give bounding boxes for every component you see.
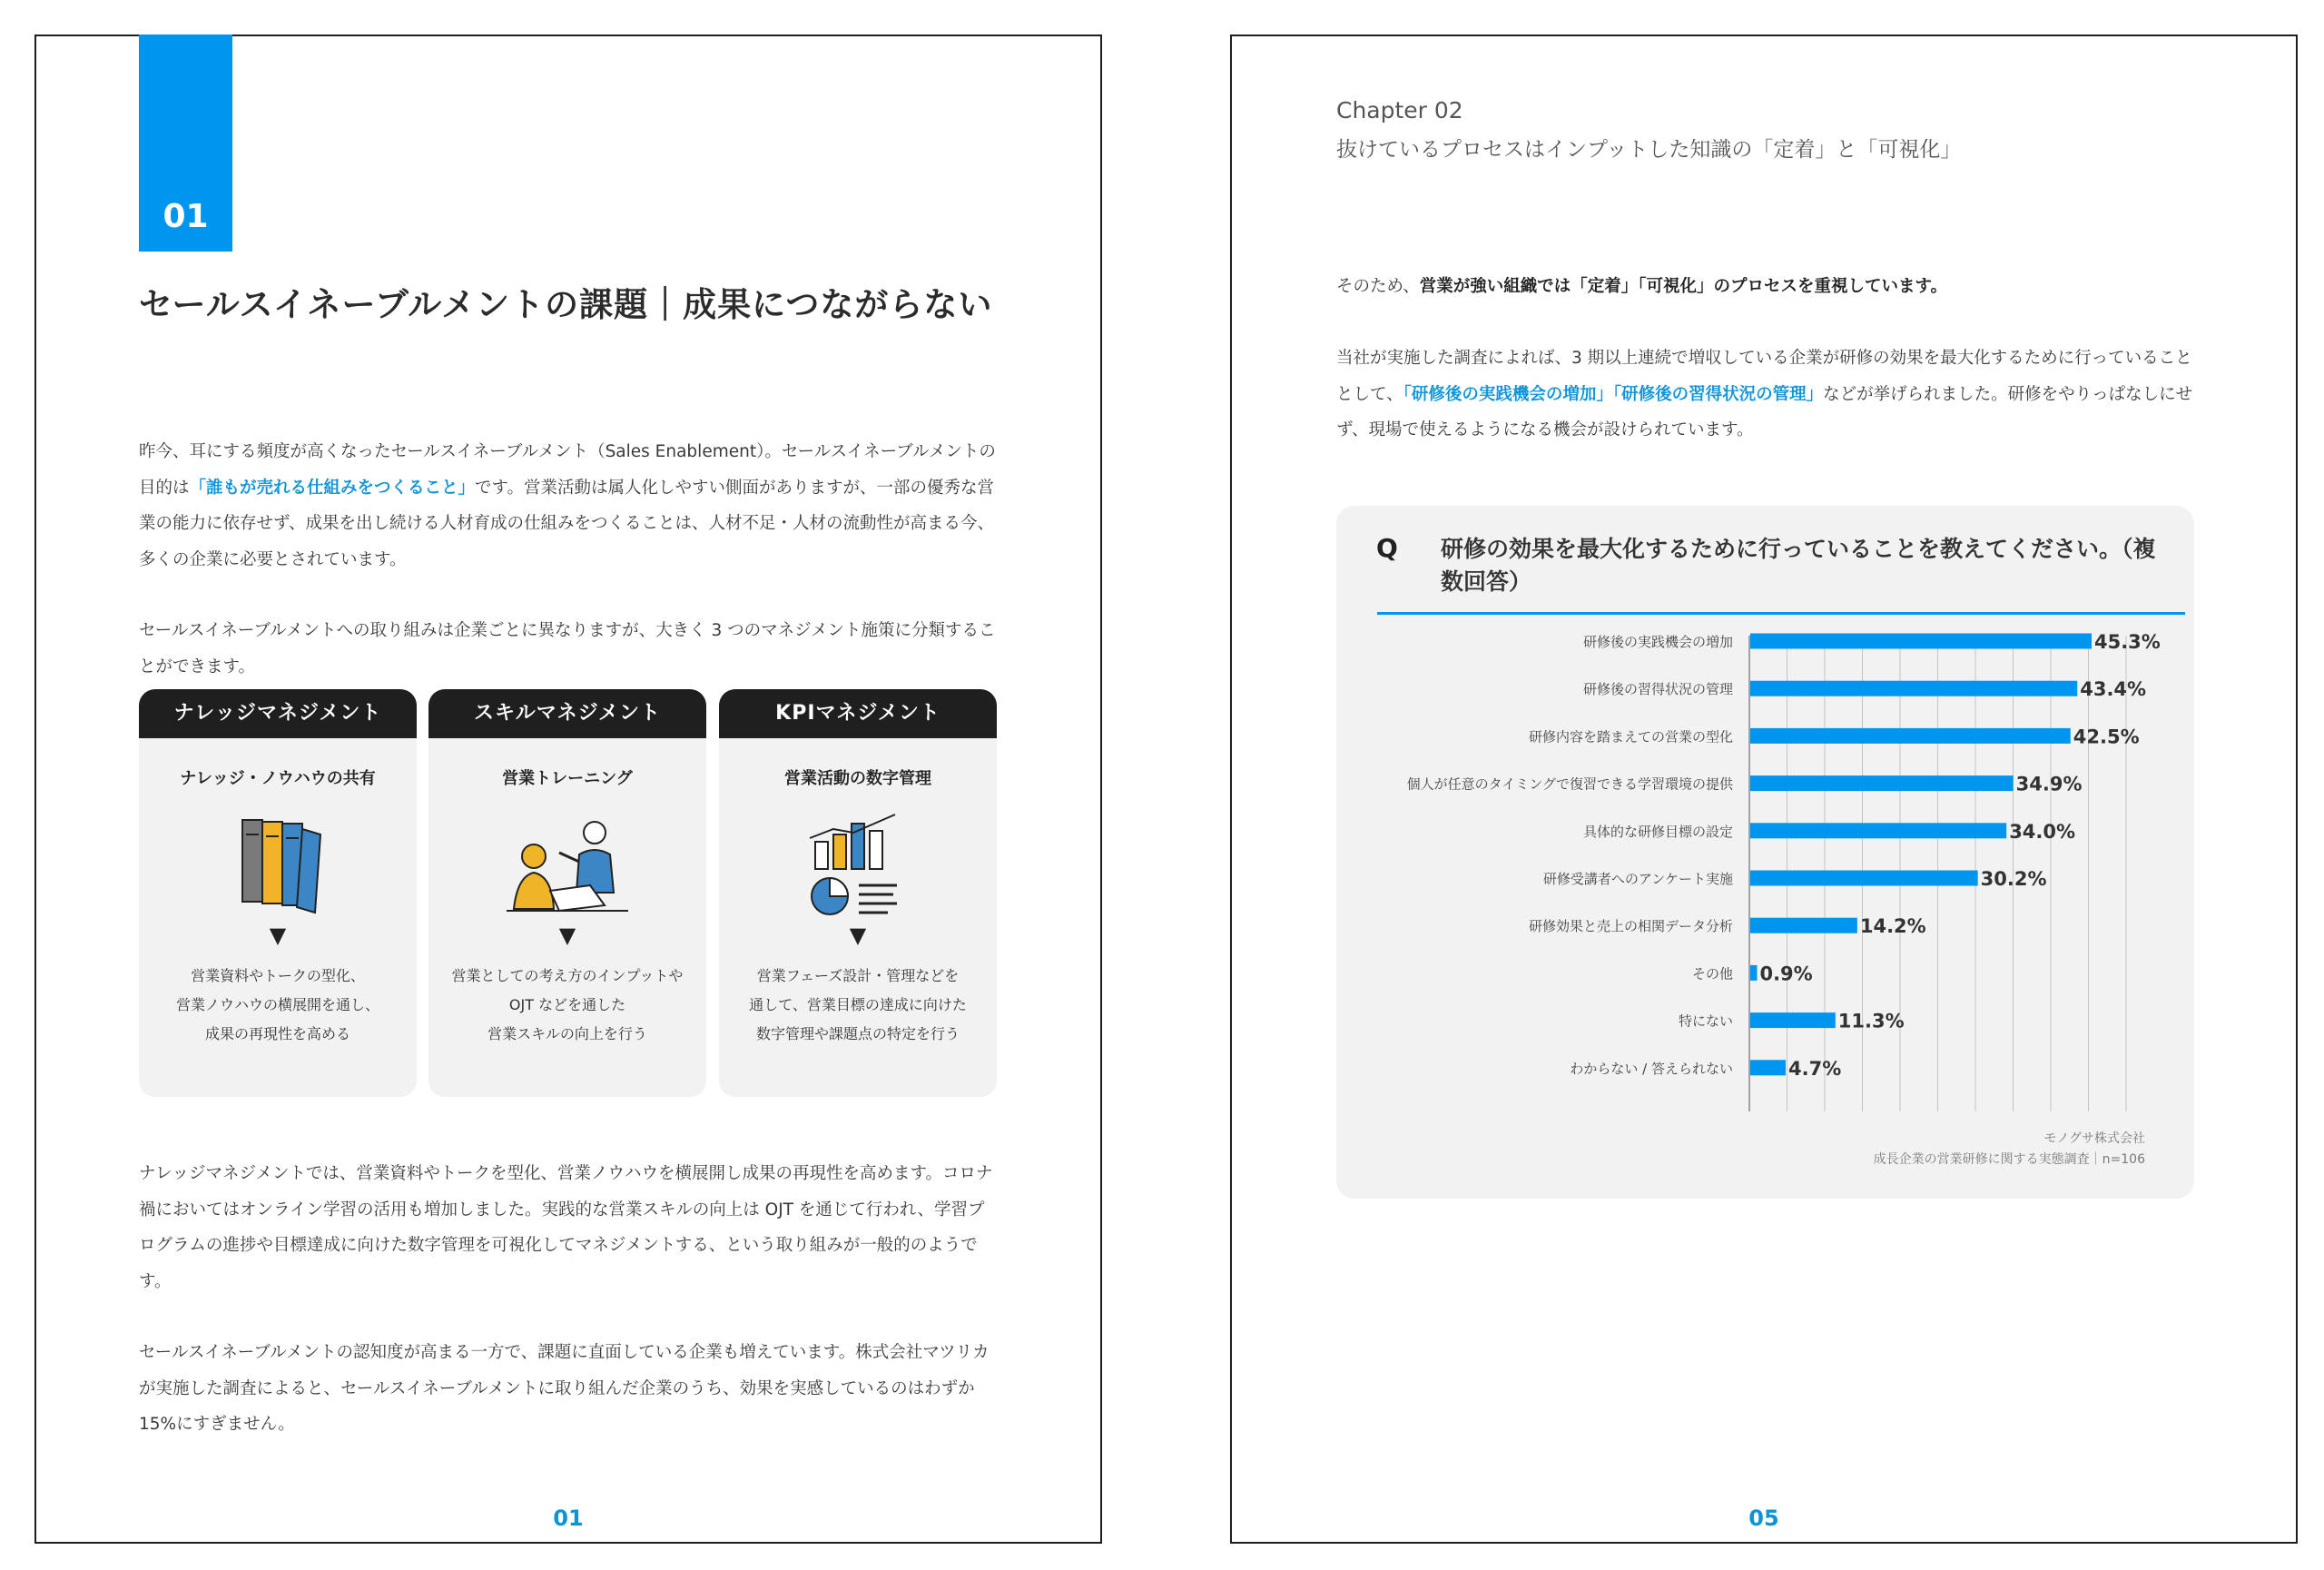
card-knowledge-management — [139, 689, 417, 1097]
category-label: 個人が任意のタイミングで復習できる学習環境の提供 — [1406, 775, 1733, 793]
card-skill-management — [428, 689, 706, 1097]
card-title: ナレッジマネジメント — [139, 689, 417, 738]
bar — [1750, 728, 2071, 744]
intro-text-pre: 昨今、耳にする頻度が高くなったセールスイネーブルメント（Sales Enablement）。セールスイネーブルメントの目的は — [139, 442, 996, 498]
category-label: 研修後の習得状況の管理 — [1582, 681, 1733, 698]
survey-panel — [1336, 506, 2194, 1199]
card-description — [139, 962, 417, 1049]
strong-org-paragraph — [1336, 269, 2194, 305]
management-cards — [139, 689, 997, 1097]
value-label: 45.3% — [2093, 631, 2161, 653]
category-label: その他 — [1691, 965, 1733, 982]
survey-question: 研修の効果を最大化するために行っていることを教えてください。（複数回答） — [1441, 536, 2156, 595]
card-title: スキルマネジメント — [428, 689, 706, 738]
card-kpi-management — [719, 689, 997, 1097]
strong-org-bold: 営業が強い組織では「定着」「可視化」のプロセスを重視しています。 — [1419, 277, 1948, 296]
chapter-label: Chapter 02 — [1336, 97, 1463, 123]
card-subtitle: 営業活動の数字管理 — [784, 769, 931, 788]
category-label: わからない / 答えられない — [1570, 1060, 1733, 1077]
survey-intro-post: などが挙げられました。研修をやりっぱなしにせず、現場で使えるようになる機会が設けられています。 — [1336, 384, 2193, 439]
left-page — [34, 35, 1102, 1544]
survey-intro-paragraph — [1336, 341, 2194, 449]
chapter-title: 抜けているプロセスはインプットした知識の「定着」と「可視化」 — [1336, 138, 1962, 162]
card-desc-line: 営業スキルの向上を行う — [487, 1025, 647, 1042]
bar — [1750, 634, 2092, 649]
category-label: 具体的な研修目標の設定 — [1582, 823, 1733, 840]
category-label: 研修効果と売上の相関データ分析 — [1528, 918, 1733, 935]
section-heading: セールスイネーブルメントの課題｜成果につながらない — [139, 285, 993, 324]
card-desc-line: 営業フェーズ設計・管理などを — [756, 967, 960, 984]
right-page — [1230, 35, 2298, 1544]
card-desc-line: 営業ノウハウの横展開を通し、 — [175, 996, 379, 1013]
source-company: モノグサ株式会社 — [2043, 1131, 2145, 1146]
survey-intro-pre: 当社が実施した調査によれば、3 期以上連続で増収している企業が研修の効果を最大化するために行っていることとして、 — [1336, 349, 2192, 404]
down-arrow-icon: ▼ — [558, 923, 576, 948]
bar — [1750, 965, 1757, 981]
category-label: 研修内容を踏まえての営業の型化 — [1528, 728, 1733, 746]
bar — [1750, 775, 2014, 791]
training-icon — [499, 811, 635, 920]
value-label: 34.9% — [2015, 773, 2083, 795]
card-desc-line: 成果の再現性を高める — [204, 1025, 350, 1042]
category-label: 研修後の実践機会の増加 — [1582, 634, 1733, 650]
analytics-icon — [790, 811, 926, 920]
card-desc-line: 数字管理や課題点の特定を行う — [755, 1025, 960, 1042]
bar — [1750, 1060, 1786, 1075]
category-label: 研修受講者へのアンケート実施 — [1542, 871, 1733, 887]
card-description — [428, 962, 706, 1049]
value-label: 42.5% — [2073, 726, 2140, 748]
value-label: 14.2% — [1859, 915, 1926, 938]
bar — [1750, 871, 1978, 886]
value-label: 43.4% — [2080, 678, 2147, 701]
question-mark-label: Q — [1376, 533, 1398, 563]
page-number: 05 — [1748, 1506, 1779, 1531]
value-label: 11.3% — [1837, 1010, 1905, 1032]
knowledge-paragraph: ナレッジマネジメントでは、営業資料やトークを型化、営業ノウハウを横展開し成果の再現性を高めます。コロナ禍においてはオンライン学習の活用も増加しました。実践的な営業スキルの向上は OJT を通じて行われ、学習プログラムの進捗や目標達成に向けた数字管理を可視化してマネジメントする、という取り組みが一般的のようです。 — [139, 1164, 993, 1291]
card-desc-line: 通して、営業目標の達成に向けた — [749, 996, 967, 1013]
strong-org-pre: そのため、 — [1336, 277, 1420, 296]
down-arrow-icon: ▼ — [849, 923, 867, 948]
value-label: 0.9% — [1759, 963, 1813, 985]
value-label: 30.2% — [1980, 868, 2047, 890]
down-arrow-icon: ▼ — [269, 923, 287, 948]
intro-paragraph — [139, 434, 997, 578]
survey-bar-chart — [1336, 506, 2194, 1141]
chapter-number: 01 — [162, 198, 209, 235]
page-number: 01 — [553, 1506, 584, 1531]
bar — [1750, 1012, 1836, 1028]
card-description — [719, 962, 997, 1049]
value-label: 4.7% — [1788, 1057, 1842, 1080]
intro-text-post: です。営業活動は属人化しやすい側面がありますが、一部の優秀な営業の能力に依存せず、成果を出し続ける人材育成の仕組みをつくることは、人材不足・人材の流動性が高まる今、多くの企業に必要とされています。 — [139, 478, 995, 569]
category-label: 特にない — [1678, 1012, 1733, 1030]
card-desc-line: 営業資料やトークの型化、 — [191, 967, 365, 984]
source-survey: 成長企業の営業研修に関する実態調査｜n=106 — [1873, 1152, 2145, 1167]
card-subtitle: 営業トレーニング — [502, 769, 633, 788]
bar — [1750, 681, 2077, 696]
bar — [1750, 823, 2006, 838]
chapter-tab — [139, 35, 232, 252]
intro-highlight: 「誰もが売れる仕組みをつくること」 — [189, 478, 476, 498]
books-icon — [210, 811, 346, 920]
awareness-paragraph: セールスイネーブルメントの認知度が高まる一方で、課題に直面している企業も増えています。株式会社マツリカが実施した調査によると、セールスイネーブルメントに取り組んだ企業のうち、効果を実感しているのはわずか 15%にすぎません。 — [139, 1343, 990, 1434]
card-title: KPIマネジメント — [719, 689, 997, 738]
bar — [1750, 918, 1857, 933]
survey-intro-highlight: 「研修後の実践機会の増加」「研修後の習得状況の管理」 — [1403, 384, 1824, 404]
value-label: 34.0% — [2009, 820, 2076, 843]
card-desc-line: 営業としての考え方のインプットや — [451, 967, 684, 984]
card-subtitle: ナレッジ・ノウハウの共有 — [180, 769, 376, 788]
card-desc-line: OJT などを通した — [508, 996, 626, 1013]
management-intro-paragraph: セールスイネーブルメントへの取り組みは企業ごとに異なりますが、大きく 3 つのマネジメント施策に分類することができます。 — [139, 621, 996, 676]
